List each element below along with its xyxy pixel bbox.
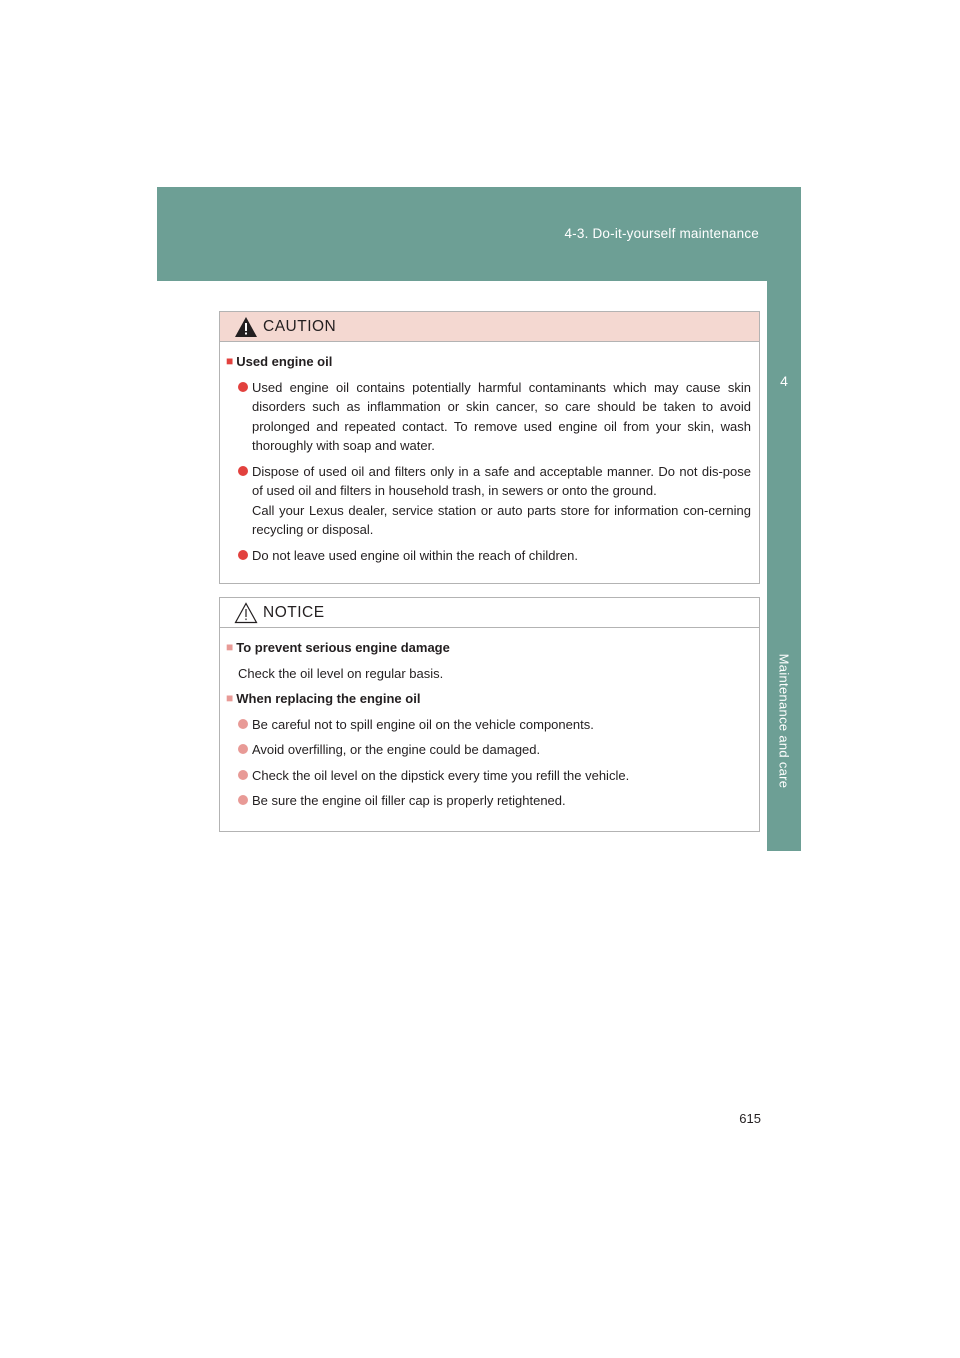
notice-bullet-text: Check the oil level on the dipstick every time you refill the vehicle.	[252, 767, 630, 783]
bullet-dot-icon	[238, 382, 248, 392]
square-bullet-icon: ■	[226, 354, 234, 368]
notice-bullet-text: Avoid overfilling, or the engine could be damaged.	[252, 742, 541, 757]
caution-bullet-text: Used engine oil contains potentially harmful contaminants which may cause skin disorders such as inflammation or skin cancer, so care should be taken to avoid prolonged and repeated contact. To remove used engine oil from your skin, wash thoroughly with soap and water.	[252, 379, 751, 453]
caution-bullet	[226, 462, 751, 540]
notice-item-title-text: When replacing the engine oil	[236, 691, 421, 706]
caution-bullet-text: Dispose of used oil and filters only in a safe and acceptable manner. Do not dis-pose of used oil and filters in household trash, in sewers or onto the ground.	[252, 463, 751, 498]
notice-bullet	[226, 715, 751, 735]
section-title: 4-3. Do-it-yourself maintenance	[564, 226, 759, 241]
notice-item-title	[226, 689, 751, 709]
bullet-dot-icon	[238, 466, 248, 476]
warning-triangle-outline-icon	[234, 602, 258, 624]
square-bullet-icon: ■	[226, 640, 234, 654]
chapter-label: Maintenance and care	[776, 653, 792, 789]
notice-header	[220, 598, 759, 628]
bullet-dot-icon	[238, 770, 248, 780]
notice-bullet	[226, 740, 751, 760]
caution-bullet-text: Call your Lexus dealer, service station or auto parts store for information con-cerning recycling or disposal.	[252, 502, 751, 537]
caution-box	[219, 311, 760, 584]
notice-item-text: Check the oil level on regular basis.	[238, 665, 444, 681]
caution-bullet-text: Do not leave used engine oil within the reach of children.	[252, 547, 578, 563]
chapter-side-tab	[767, 281, 801, 851]
bullet-dot-icon	[238, 719, 248, 729]
square-bullet-icon: ■	[226, 691, 234, 705]
notice-body	[220, 628, 759, 811]
bullet-dot-icon	[238, 795, 248, 805]
bullet-dot-icon	[238, 744, 248, 754]
side-tab-divider	[766, 281, 767, 851]
notice-bullet	[226, 766, 751, 786]
notice-bullet	[226, 791, 751, 811]
caution-bullet	[226, 546, 751, 566]
caution-bullet	[226, 378, 751, 456]
notice-heading: NOTICE	[263, 603, 325, 621]
page-number: 615	[739, 1111, 761, 1126]
warning-triangle-icon	[234, 316, 258, 338]
notice-box	[219, 597, 760, 832]
chapter-number: 4	[780, 373, 788, 389]
caution-heading: CAUTION	[263, 317, 337, 335]
caution-item-title	[226, 352, 751, 372]
caution-header	[220, 312, 759, 342]
caution-item-title-text: Used engine oil	[236, 354, 333, 369]
caution-body	[220, 342, 759, 565]
notice-item-title-text: To prevent serious engine damage	[236, 640, 450, 655]
bullet-dot-icon	[238, 550, 248, 560]
notice-bullet-text: Be careful not to spill engine oil on the vehicle components.	[252, 716, 594, 732]
header-band	[157, 187, 801, 281]
notice-item-title	[226, 638, 751, 658]
notice-bullet-text: Be sure the engine oil filler cap is properly retightened.	[252, 793, 566, 808]
